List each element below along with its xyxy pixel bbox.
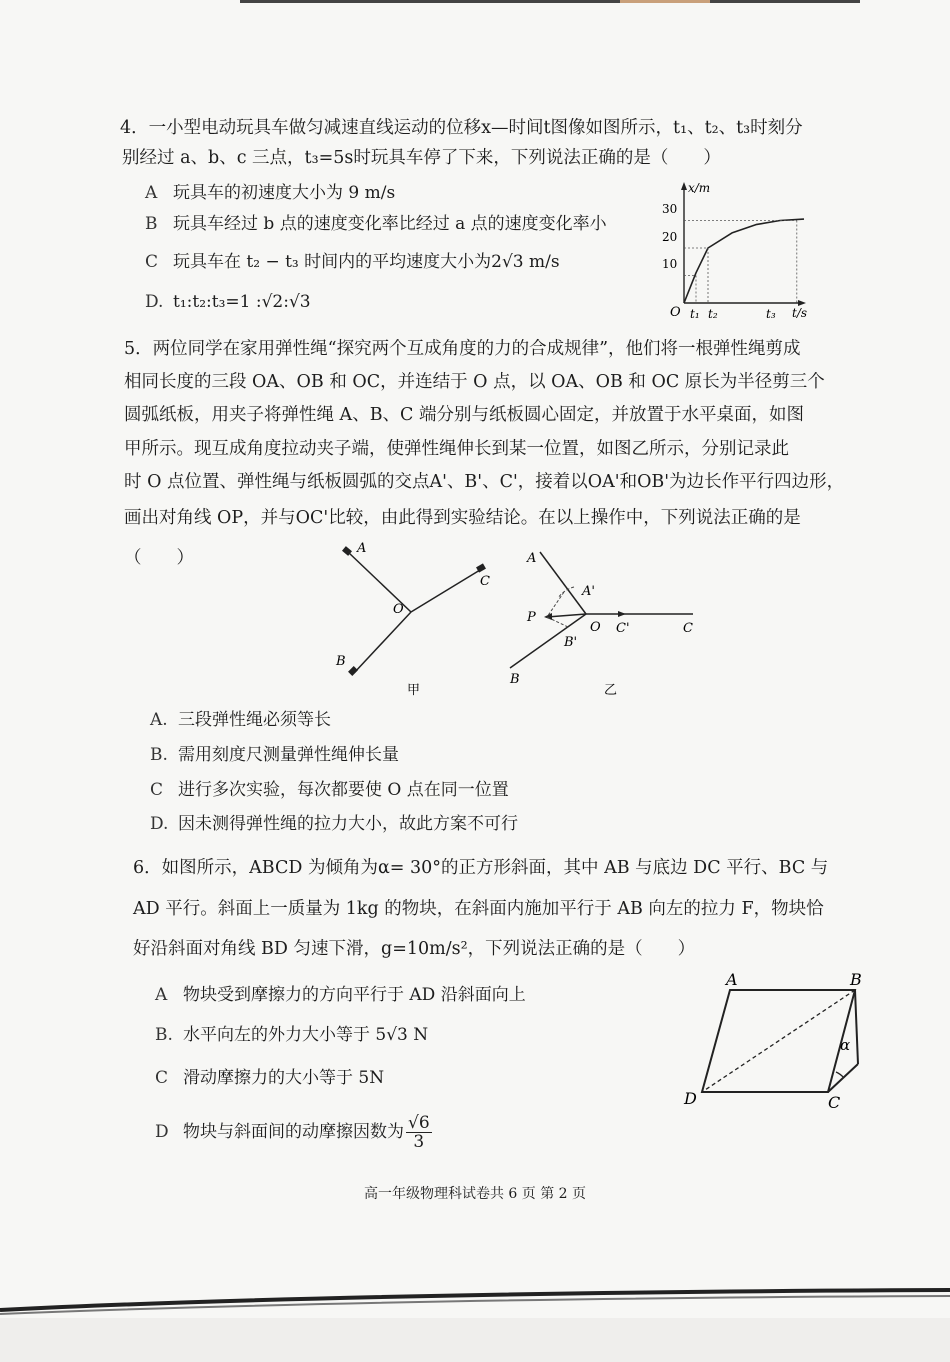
option-label: B (145, 214, 158, 234)
q5-option-d (150, 812, 518, 836)
fraction-numerator: √6 (408, 1113, 430, 1133)
q5-line3: 圆弧纸板，用夹子将弹性绳 A、B、C 端分别与纸板圆心固定，并放置于水平桌面，如图 (124, 405, 805, 425)
q5-option-c (150, 778, 509, 802)
point-c-label: C (828, 1093, 841, 1110)
point-o-label: O (590, 620, 601, 635)
q6-option-a (155, 983, 526, 1007)
angle-alpha-label: α (840, 1036, 851, 1054)
point-b-label: B (510, 672, 520, 687)
slope-height (855, 990, 858, 1064)
x-tick-label: t₂ (708, 307, 718, 321)
fraction (406, 1114, 432, 1151)
option-label: D (155, 1122, 169, 1142)
option-label: C (150, 780, 164, 800)
option-label: D. (145, 292, 164, 312)
q4-option-c (145, 250, 560, 274)
point-a1-label: A' (582, 584, 595, 599)
figure-caption: 乙 (604, 683, 618, 698)
option-label: D. (150, 814, 169, 834)
q5-line7: （ ） (124, 548, 194, 568)
figure-caption: 甲 (407, 683, 421, 698)
q6-line2: AD 平行。斜面上一质量为 1kg 的物块，在斜面内施加平行于 AB 向左的拉力 F，物块恰 (133, 899, 824, 919)
x-axis-label: t/s (792, 306, 808, 320)
diagonal-op (547, 614, 586, 617)
option-text: 滑动摩擦力的大小等于 5N (183, 1068, 385, 1088)
arrow-icon (618, 611, 626, 617)
q6-line1: 6．如图所示，ABCD 为倾角为α= 30°的正方形斜面，其中 AB 与底边 DC 平行、BC 与 (133, 858, 829, 878)
fraction-denominator: 3 (413, 1132, 425, 1152)
y-tick-label: 30 (662, 202, 678, 216)
option-text: 玩具车在 t₂ − t₃ 时间内的平均速度大小为2√3 m/s (173, 252, 560, 272)
option-text: 水平向左的外力大小等于 5√3 N (183, 1025, 429, 1045)
q5-line5: 时 O 点位置、弹性绳与纸板圆弧的交点A'、B'、C'，接着以OA'和OB'为边长作平行四边形， (124, 472, 845, 492)
point-a-label: A (527, 551, 537, 566)
scan-edge-bottom (0, 1282, 950, 1362)
cord-oc (411, 570, 480, 612)
q5-line4: 甲所示。现互成角度拉动夹子端，使弹性绳伸长到某一位置，如图乙所示，分别记录此 (124, 439, 789, 459)
q4-stem-line2: 别经过 a、b、c 三点，t₃=5s时玩具车停了下来，下列说法正确的是（ ） (122, 148, 721, 168)
figure-jia (325, 540, 505, 700)
q6-option-d (155, 1114, 432, 1151)
slope-figure (680, 970, 880, 1110)
x-tick-label: t₁ (690, 307, 700, 321)
x-tick-label: t₃ (766, 307, 776, 321)
point-d-label: D (684, 1089, 697, 1108)
q5-option-a (150, 708, 331, 732)
q6-line3: 好沿斜面对角线 BD 匀速下滑，g=10m/s²，下列说法正确的是（ ） (133, 939, 696, 959)
cord-ob (354, 612, 411, 673)
q6-option-b (155, 1023, 428, 1047)
point-o-label: O (393, 602, 404, 617)
q4-option-b (145, 212, 607, 236)
point-c-label: C (480, 574, 490, 589)
option-text: 玩具车经过 b 点的速度变化率比经过 a 点的速度变化率小 (173, 214, 607, 234)
option-label: C (155, 1068, 169, 1088)
parallelogram-side (547, 592, 564, 617)
option-text: 物块与斜面间的动摩擦因数为 (183, 1122, 404, 1142)
cord-oa (540, 552, 586, 614)
point-p-label: P (527, 610, 536, 625)
option-text: 三段弹性绳必须等长 (178, 710, 331, 730)
point-b1-label: B' (564, 635, 578, 650)
q4-option-a (145, 181, 395, 205)
option-label: B. (155, 1025, 173, 1045)
q4-option-d (145, 290, 311, 314)
option-text: t₁:t₂:t₃=1 :√2:√3 (173, 292, 311, 312)
point-c1-label: C' (616, 621, 630, 636)
series-line (684, 219, 804, 303)
q5-line2: 相同长度的三段 OA、OB 和 OC，并连结于 O 点，以 OA、OB 和 OC 原长为半径剪三个 (124, 372, 825, 392)
option-text: 物块受到摩擦力的方向平行于 AD 沿斜面向上 (183, 985, 526, 1005)
y-axis-label: x/m (688, 181, 711, 195)
option-text: 因未测得弹性绳的拉力大小，故此方案不可行 (178, 814, 518, 834)
angle-arc (836, 1072, 844, 1078)
option-text: 需用刻度尺测量弹性绳伸长量 (178, 745, 399, 765)
page-footer: 高一年级物理科试卷共 6 页 第 2 页 (363, 1186, 587, 1202)
option-label: A. (150, 710, 168, 730)
q5-line1: 5．两位同学在家用弹性绳“探究两个互成角度的力的合成规律”，他们将一根弹性绳剪成 (124, 339, 801, 359)
option-label: B. (150, 745, 168, 765)
q5-line6: 画出对角线 OP，并与OC'比较，由此得到实验结论。在以上操作中，下列说法正确的是 (124, 508, 801, 528)
point-b-label: B (850, 970, 862, 989)
option-text: 玩具车的初速度大小为 9 m/s (173, 183, 396, 203)
origin-label: O (670, 305, 681, 320)
figure-yi (500, 540, 700, 700)
y-tick-label: 20 (662, 230, 678, 244)
y-tick-label: 10 (662, 257, 678, 271)
q6-option-c (155, 1066, 384, 1090)
point-a-label: A (726, 970, 738, 989)
point-c-label: C (683, 621, 693, 636)
clip-icon (348, 666, 358, 676)
arrow-icon (544, 613, 552, 620)
option-label: C (145, 252, 159, 272)
q5-option-b (150, 743, 399, 767)
point-a-label: A (357, 541, 367, 556)
xt-chart (650, 178, 820, 323)
option-label: A (145, 183, 158, 203)
point-b-label: B (336, 654, 346, 669)
scan-edge-top (0, 0, 950, 8)
arc-a (558, 587, 574, 598)
option-label: A (155, 985, 168, 1005)
q4-stem-line1: 4．一小型电动玩具车做匀减速直线运动的位移x—时间t图像如图所示，t₁、t₂、t₃时刻分 (120, 118, 803, 138)
y-axis-arrow (681, 182, 687, 190)
option-text: 进行多次实验，每次都要使 O 点在同一位置 (178, 780, 509, 800)
